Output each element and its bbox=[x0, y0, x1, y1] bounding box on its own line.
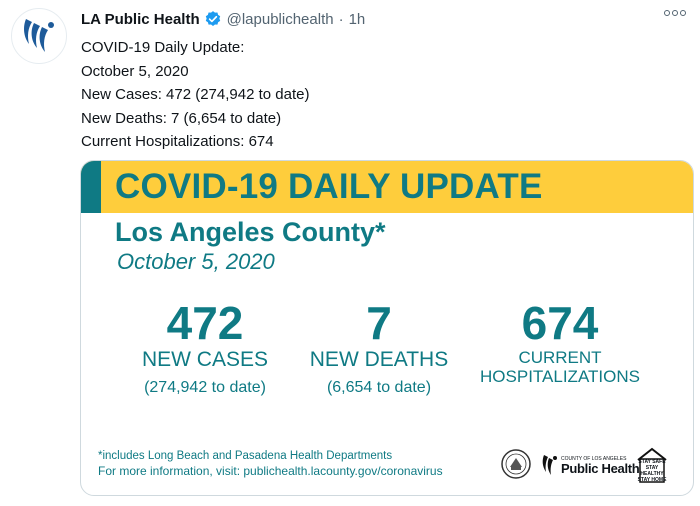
stat-number: 674 bbox=[521, 297, 599, 349]
tweet-line: October 5, 2020 bbox=[81, 62, 189, 80]
avatar[interactable] bbox=[11, 8, 67, 64]
display-name[interactable]: LA Public Health bbox=[81, 10, 200, 28]
handle[interactable]: @lapublichealth bbox=[226, 10, 334, 28]
logo-big-text: Public Health bbox=[561, 461, 640, 476]
stat-new-deaths bbox=[299, 298, 459, 398]
stat-number: 472 bbox=[166, 297, 244, 349]
banner-accent bbox=[81, 161, 101, 213]
stat-label: NEW DEATHS bbox=[309, 348, 449, 371]
stat-hospitalizations bbox=[473, 298, 647, 386]
stat-label: CURRENT bbox=[518, 348, 602, 367]
badge-line: STAY SAFE bbox=[638, 459, 666, 465]
badge-line: STAY HEALTHY bbox=[640, 465, 664, 477]
tweet-line: New Deaths: 7 (6,654 to date) bbox=[81, 109, 282, 127]
tweet-line: COVID-19 Daily Update: bbox=[81, 39, 245, 56]
banner-title: COVID-19 DAILY UPDATE bbox=[115, 167, 543, 206]
badge-text bbox=[635, 459, 669, 483]
stat-label: HOSPITALIZATIONS bbox=[480, 367, 640, 386]
tweet-header bbox=[81, 8, 700, 30]
tweet-line: New Cases: 472 (274,942 to date) bbox=[81, 86, 310, 104]
stat-sub: (274,942 to date) bbox=[144, 379, 266, 396]
card-subtitle: Los Angeles County* bbox=[115, 217, 386, 247]
separator: · bbox=[338, 10, 344, 28]
tweet-line: Current Hospitalizations: 674 bbox=[81, 133, 274, 151]
stat-number: 7 bbox=[366, 297, 392, 349]
timestamp[interactable]: 1h bbox=[348, 10, 366, 28]
more-options-icon[interactable] bbox=[664, 10, 686, 16]
more-info-text: For more information, visit: publichealth.lacounty.gov/coronavirus bbox=[98, 464, 443, 478]
card-date: October 5, 2020 bbox=[117, 249, 275, 274]
badge-line: STAY HOME bbox=[637, 477, 667, 483]
banner bbox=[81, 161, 694, 213]
stay-safe-house-icon bbox=[635, 446, 669, 484]
public-health-logo-icon bbox=[541, 453, 639, 479]
lapublichealth-avatar-icon bbox=[17, 14, 61, 58]
stat-sub: (6,654 to date) bbox=[326, 379, 432, 396]
stat-new-cases bbox=[121, 298, 289, 398]
county-seal-icon bbox=[501, 449, 531, 479]
verified-badge-icon bbox=[204, 10, 222, 28]
stat-label: NEW CASES bbox=[141, 348, 269, 371]
footnote: *includes Long Beach and Pasadena Health Departments bbox=[98, 450, 393, 462]
tweet-text bbox=[81, 36, 309, 154]
logo-small-text: COUNTY OF LOS ANGELES bbox=[561, 456, 627, 462]
media-card[interactable] bbox=[80, 160, 694, 496]
